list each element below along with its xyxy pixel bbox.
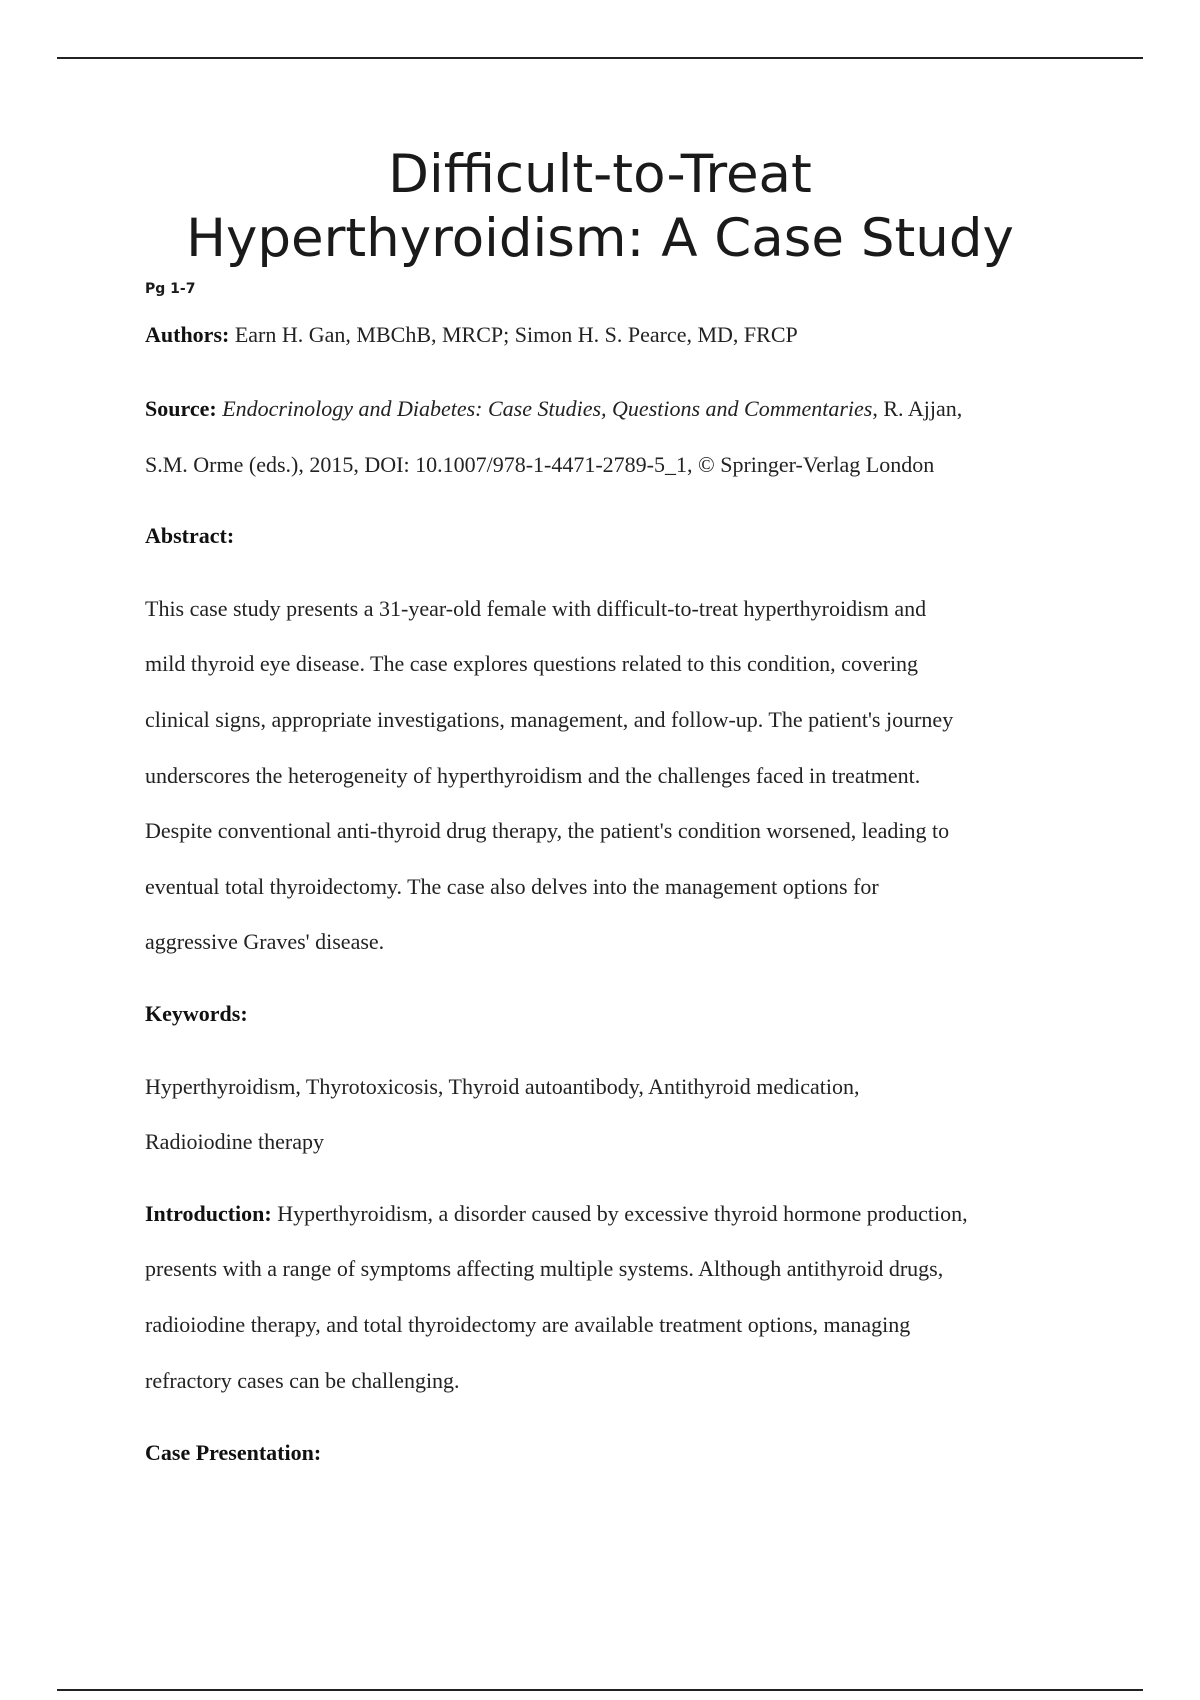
- authors-label: Authors:: [145, 322, 230, 347]
- source-book-title: Endocrinology and Diabetes: Case Studies, Questions and Commentaries: [222, 396, 873, 421]
- introduction-line: refractory cases can be challenging.: [145, 1368, 460, 1393]
- introduction-text: Hyperthyroidism, a disorder caused by excessive thyroid hormone production,: [271, 1201, 968, 1226]
- introduction-line: presents with a range of symptoms affecting multiple systems. Although antithyroid drugs,: [145, 1256, 944, 1281]
- keywords-heading: Keywords:: [145, 1001, 248, 1026]
- case-presentation-heading: Case Presentation:: [145, 1440, 322, 1465]
- title-line-2: Hyperthyroidism: A Case Study: [186, 208, 1014, 269]
- source-rest: , R. Ajjan,: [872, 396, 963, 421]
- authors-text: Earn H. Gan, MBChB, MRCP; Simon H. S. Pearce, MD, FRCP: [229, 322, 798, 347]
- source-line-2: S.M. Orme (eds.), 2015, DOI: 10.1007/978-1-4471-2789-5_1, © Springer-Verlag London: [145, 452, 935, 477]
- abstract-line: underscores the heterogeneity of hyperthyroidism and the challenges faced in treatment.: [145, 763, 921, 788]
- top-rule: [57, 57, 1143, 59]
- source-line-1: [145, 396, 1105, 422]
- authors-line: [145, 322, 1105, 348]
- bottom-rule: [57, 1689, 1143, 1691]
- abstract-line: eventual total thyroidectomy. The case also delves into the management options for: [145, 874, 879, 899]
- document-title: [100, 143, 1100, 271]
- title-line-1: Difficult-to-Treat: [388, 144, 812, 205]
- introduction-line: radioiodine therapy, and total thyroidectomy are available treatment options, managing: [145, 1312, 911, 1337]
- introduction-line-1: [145, 1201, 1105, 1227]
- introduction-label: Introduction:: [145, 1201, 272, 1226]
- source-label: Source:: [145, 396, 217, 421]
- keywords-line: Radioiodine therapy: [145, 1129, 325, 1154]
- abstract-line: aggressive Graves' disease.: [145, 929, 385, 954]
- abstract-line: clinical signs, appropriate investigations, management, and follow-up. The patient's journey: [145, 707, 954, 732]
- abstract-line: Despite conventional anti-thyroid drug therapy, the patient's condition worsened, leading to: [145, 818, 950, 843]
- abstract-line: This case study presents a 31-year-old female with difficult-to-treat hyperthyroidism and: [145, 596, 927, 621]
- page-range: Pg 1-7: [145, 281, 196, 297]
- abstract-heading: Abstract:: [145, 523, 235, 548]
- abstract-line: mild thyroid eye disease. The case explores questions related to this condition, covering: [145, 651, 919, 676]
- keywords-line: Hyperthyroidism, Thyrotoxicosis, Thyroid autoantibody, Antithyroid medication,: [145, 1074, 860, 1099]
